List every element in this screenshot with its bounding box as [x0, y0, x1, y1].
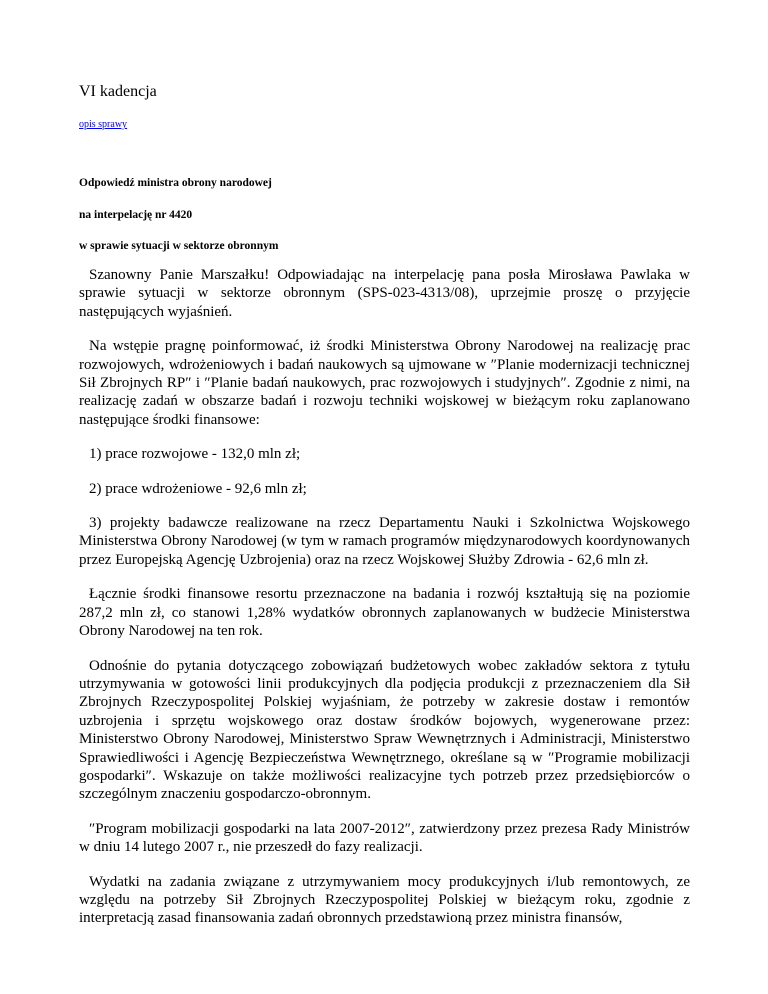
paragraph-expenses: Wydatki na zadania związane z utrzymywaniem mocy produkcyjnych i/lub remontowych, ze względu na potrzeby Sił Zbrojnych Rzeczypospolitej Polskiej w bieżącym roku, zgodnie z interpretacją zasad finansowania zadań obronnych przedstawioną przez ministra finansów,: [79, 873, 690, 927]
list-item-development: 1) prace rozwojowe - 132,0 mln zł;: [89, 446, 301, 463]
term-label: VI kadencja: [79, 83, 157, 100]
case-description-link[interactable]: opis sprawy: [79, 119, 128, 130]
paragraph-total: Łącznie środki finansowe resortu przeznaczone na badania i rozwój kształtują się na poziomie 287,2 mln zł, co stanowi 1,28% wydatków obronnych zaplanowanych w budżecie Ministerstwa Obrony Narodowej na ten rok.: [79, 586, 690, 640]
paragraph-intro: Na wstępie pragnę poinformować, iż środki Ministerstwa Obrony Narodowej na realizację prac rozwojowych, wdrożeniowych i badań naukowych są ujmowane w ″Planie modernizacji technicznej Sił Zbrojnych RP″ i ″Planie badań naukowych, prac rozwojowych i studyjnych″. Zgodnie z nimi, na realizację zadań w obszarze badań i rozwoju techniki wojskowej w bieżącym roku zaplanowano następujące środki finansowe:: [79, 338, 690, 428]
list-item-implementation: 2) prace wdrożeniowe - 92,6 mln zł;: [89, 480, 307, 497]
paragraph-greeting: Szanowny Panie Marszałku! Odpowiadając na interpelację pana posła Mirosława Pawlaka w sprawie sytuacji w sektorze obronnym (SPS-023-4313/08), uprzejmie proszę o przyjęcie następujących wyjaśnień.: [79, 267, 690, 320]
interpellation-subject: w sprawie sytuacji w sektorze obronnym: [79, 240, 279, 252]
paragraph-program: ″Program mobilizacji gospodarki na lata 2007-2012″, zatwierdzony przez prezesa Rady Ministrów w dniu 14 lutego 2007 r., nie przeszedł do fazy realizacji.: [79, 820, 690, 856]
interpellation-number: na interpelację nr 4420: [79, 209, 193, 221]
answer-body: [79, 266, 690, 928]
paragraph-obligations: Odnośnie do pytania dotyczącego zobowiązań budżetowych wobec zakładów sektora z tytułu utrzymywania w gotowości linii produkcyjnych dla podjęcia produkcji z przeznaczeniem dla Sił Zbrojnych Rzeczypospolitej Polskiej wyjaśniam, że potrzeby w zakresie dostaw i remontów uzbrojenia i sprzętu wojskowego oraz dostaw środków bojowych, wygenerowane przez: Ministerstwo Obrony Narodowej, Ministerstwo Spraw Wewnętrznych i Administracji, Ministerstwo Sprawiedliwości i Agencję Bezpieczeństwa Wewnętrznego, określane są w ″Programie mobilizacji gospodarki″. Wskazuje on także możliwości realizacyjne tych potrzeb przez przedsiębiorców o szczególnym znaczeniu gospodarczo-obronnym.: [79, 657, 690, 803]
list-item-research: 3) projekty badawcze realizowane na rzecz Departamentu Nauki i Szkolnictwa Wojskowego Ministerstwa Obrony Narodowej (w tym w ramach programów międzynarodowych koordynowanych przez Europejską Agencję Uzbrojenia) oraz na rzecz Wojskowej Służby Zdrowia - 62,6 mln zł.: [79, 515, 690, 568]
answer-title: Odpowiedź ministra obrony narodowej: [79, 177, 272, 189]
